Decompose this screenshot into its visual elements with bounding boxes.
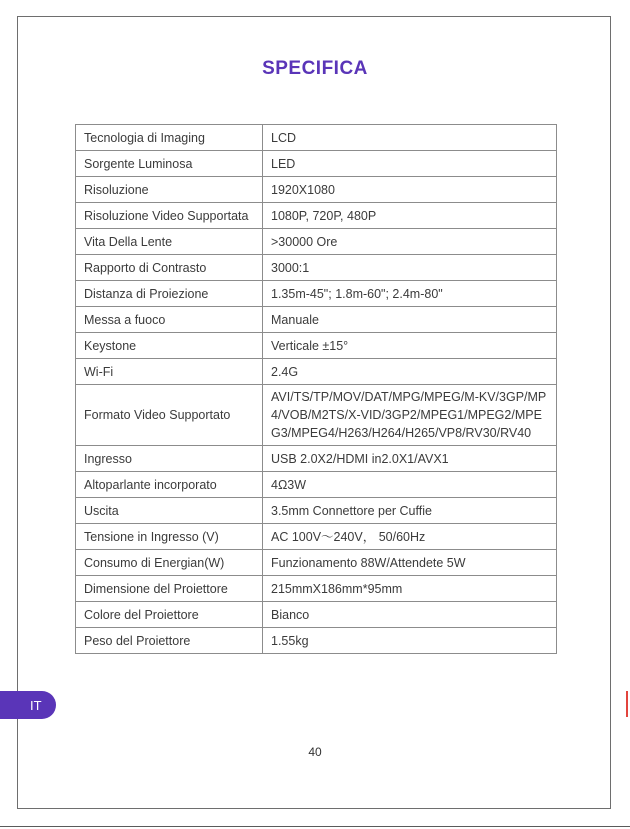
spec-value: AC 100V～240V， 50/60Hz bbox=[263, 524, 557, 550]
page-title: SPECIFICA bbox=[262, 58, 368, 79]
spec-label: Risoluzione bbox=[76, 177, 263, 203]
spec-row bbox=[76, 446, 557, 472]
spec-row bbox=[76, 281, 557, 307]
spec-row bbox=[76, 333, 557, 359]
spec-label: Distanza di Proiezione bbox=[76, 281, 263, 307]
spec-label: Keystone bbox=[76, 333, 263, 359]
spec-row bbox=[76, 229, 557, 255]
language-tab bbox=[0, 691, 56, 719]
spec-value: >30000 Ore bbox=[263, 229, 557, 255]
spec-value: 1920X1080 bbox=[263, 177, 557, 203]
spec-label: Colore del Proiettore bbox=[76, 602, 263, 628]
spec-value: 2.4G bbox=[263, 359, 557, 385]
spec-value: USB 2.0X2/HDMI in2.0X1/AVX1 bbox=[263, 446, 557, 472]
spec-label: Formato Video Supportato bbox=[76, 385, 263, 446]
spec-row bbox=[76, 385, 557, 446]
spec-row bbox=[76, 602, 557, 628]
spec-value: 1080P, 720P, 480P bbox=[263, 203, 557, 229]
spec-label: Dimensione del Proiettore bbox=[76, 576, 263, 602]
spec-row bbox=[76, 472, 557, 498]
spec-value: Funzionamento 88W/Attendete 5W bbox=[263, 550, 557, 576]
spec-label: Ingresso bbox=[76, 446, 263, 472]
language-tab-label: IT bbox=[30, 697, 42, 713]
spec-value: LED bbox=[263, 151, 557, 177]
spec-value: 1.55kg bbox=[263, 628, 557, 654]
spec-value: LCD bbox=[263, 125, 557, 151]
spec-label: Wi-Fi bbox=[76, 359, 263, 385]
spec-row bbox=[76, 498, 557, 524]
spec-label: Tecnologia di Imaging bbox=[76, 125, 263, 151]
spec-value: 3000:1 bbox=[263, 255, 557, 281]
spec-value: 215mmX186mm*95mm bbox=[263, 576, 557, 602]
spec-row bbox=[76, 151, 557, 177]
spec-row bbox=[76, 524, 557, 550]
spec-row bbox=[76, 203, 557, 229]
spec-value: AVI/TS/TP/MOV/DAT/MPG/MPEG/M-KV/3GP/MP4/VOB/M2TS/X-VID/3GP2/MPEG1/MPEG2/MPEG3/MPEG4/H263/H264/H265/VP8/RV30/RV40 bbox=[263, 385, 557, 446]
spec-label: Tensione in Ingresso (V) bbox=[76, 524, 263, 550]
spec-label: Risoluzione Video Supportata bbox=[76, 203, 263, 229]
spec-label: Peso del Proiettore bbox=[76, 628, 263, 654]
spec-value: 1.35m-45"; 1.8m-60"; 2.4m-80" bbox=[263, 281, 557, 307]
spec-label: Messa a fuoco bbox=[76, 307, 263, 333]
bottom-rule bbox=[0, 826, 630, 827]
spec-table-body bbox=[76, 125, 557, 654]
spec-value: Verticale ±15° bbox=[263, 333, 557, 359]
spec-value: 3.5mm Connettore per Cuffie bbox=[263, 498, 557, 524]
spec-row bbox=[76, 125, 557, 151]
spec-row bbox=[76, 576, 557, 602]
page-number: 40 bbox=[308, 745, 322, 759]
spec-row bbox=[76, 177, 557, 203]
spec-row bbox=[76, 628, 557, 654]
spec-label: Rapporto di Contrasto bbox=[76, 255, 263, 281]
spec-table bbox=[75, 124, 557, 654]
spec-label: Consumo di Energian(W) bbox=[76, 550, 263, 576]
spec-value: 4Ω3W bbox=[263, 472, 557, 498]
spec-row bbox=[76, 359, 557, 385]
spec-label: Uscita bbox=[76, 498, 263, 524]
spec-row bbox=[76, 550, 557, 576]
spec-row bbox=[76, 255, 557, 281]
spec-value: Manuale bbox=[263, 307, 557, 333]
spec-label: Vita Della Lente bbox=[76, 229, 263, 255]
spec-value: Bianco bbox=[263, 602, 557, 628]
spec-label: Sorgente Luminosa bbox=[76, 151, 263, 177]
spec-label: Altoparlante incorporato bbox=[76, 472, 263, 498]
spec-row bbox=[76, 307, 557, 333]
edge-marker bbox=[626, 691, 628, 717]
